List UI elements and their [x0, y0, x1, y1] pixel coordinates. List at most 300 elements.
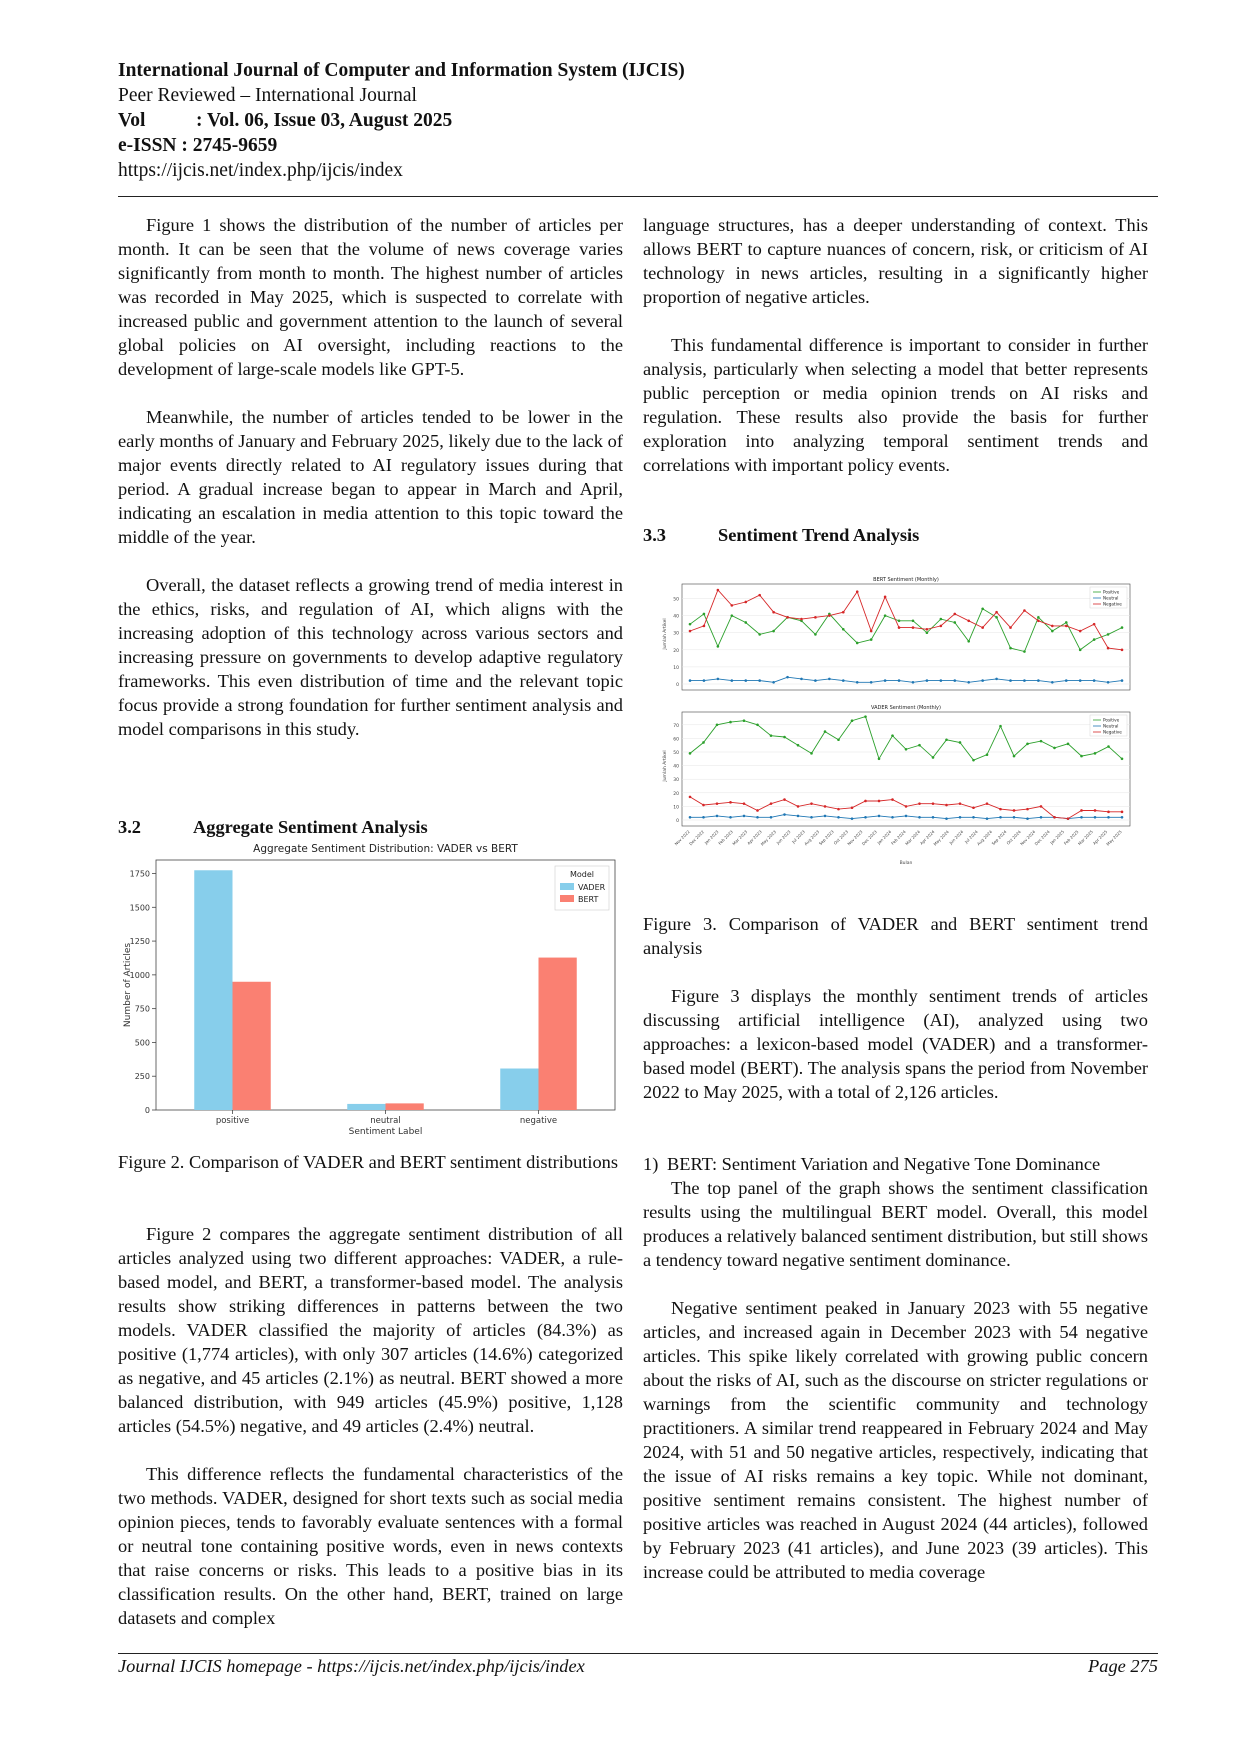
point-negative — [1093, 623, 1096, 626]
x-tick-label: Feb 2025 — [1062, 829, 1080, 846]
section-number: 3.3 — [643, 525, 666, 545]
legend-label: BERT — [578, 895, 599, 904]
x-tick-label: Sep 2023 — [817, 829, 835, 847]
point-negative — [716, 802, 719, 805]
point-positive — [814, 633, 817, 636]
point-positive — [972, 759, 975, 762]
point-neutral — [912, 681, 915, 684]
point-neutral — [967, 681, 970, 684]
left-paragraph-5: This difference reflects the fundamental characteristics of the two methods. VADER, designed for short texts such as social media opinion pieces, tends to favorably evaluate sentences with a formal or neutral tone containing positive words, even in news contexts that raise concerns or risks. This leads to a positive bias in its classification results. On the other hand, BERT, trained on large datasets and complex — [118, 1464, 623, 1628]
right-column — [643, 213, 1148, 501]
x-tick-label: Apr 2024 — [918, 829, 936, 846]
point-neutral — [1107, 816, 1110, 819]
y-tick-label: 40 — [673, 764, 679, 770]
point-positive — [842, 628, 845, 631]
point-positive — [1065, 621, 1068, 624]
point-negative — [1094, 809, 1097, 812]
point-neutral — [898, 679, 901, 682]
x-tick-label: Jun 2024 — [948, 829, 965, 846]
right-paragraph-2: This fundamental difference is important to consider in further analysis, particularly when selecting a model that better represents public perception or media opinion trends on AI risks and regulation. These results also provide the basis for further exploration into analyzing temporal sentiment trends and correlations with important policy events. — [643, 335, 1148, 475]
point-positive — [1051, 630, 1054, 633]
point-neutral — [824, 815, 827, 818]
list-item-title: BERT: Sentiment Variation and Negative Tone Dominance — [667, 1154, 1101, 1174]
y-tick-label: 30 — [673, 778, 679, 784]
point-neutral — [851, 817, 854, 820]
right-paragraph-3: Figure 3 displays the monthly sentiment trends of articles discussing artificial intelligence (AI), analyzed using two approaches: a lexicon-based model (VADER) and a transformer-based model (BERT). The analysis spans the period from November 2022 to May 2025, with a total of 2,126 articles. — [643, 986, 1148, 1102]
point-negative — [864, 800, 867, 803]
x-axis-label: Sentiment Label — [348, 1127, 423, 1137]
x-tick-label: Apr 2023 — [746, 829, 763, 846]
point-neutral — [1094, 816, 1097, 819]
x-tick-label: May 2024 — [932, 829, 950, 847]
point-neutral — [783, 813, 786, 816]
y-axis-label: Jumlah Artikel — [663, 750, 668, 782]
point-positive — [1040, 740, 1043, 743]
point-positive — [689, 752, 692, 755]
point-positive — [878, 758, 881, 761]
point-neutral — [940, 679, 943, 682]
header-divider — [118, 196, 1158, 197]
x-tick-label: Jan 2024 — [876, 829, 893, 846]
point-negative — [810, 802, 813, 805]
point-negative — [1065, 625, 1068, 628]
volume-label: Vol — [118, 110, 146, 131]
point-positive — [856, 642, 859, 645]
point-positive — [851, 719, 854, 722]
point-neutral — [1040, 816, 1043, 819]
point-neutral — [743, 815, 746, 818]
right-paragraph-1: language structures, has a deeper understanding of context. This allows BERT to capture nuances of concern, risk, or criticism of AI technology in news articles, resulting in a significantly higher proportion of negative articles. — [643, 215, 1148, 307]
point-positive — [981, 608, 984, 611]
point-neutral — [905, 815, 908, 818]
left-paragraph-3: Overall, the dataset reflects a growing trend of media interest in the ethics, risks, and regulation of AI, which aligns with the increasing adoption of this technology across various sectors and increasing pressure on governments to develop adaptive regulatory frameworks. This even distribution of time and the relevant topic focus provide a strong foundation for further sentiment analysis and model comparisons in this study. — [118, 575, 623, 739]
point-negative — [851, 806, 854, 809]
point-neutral — [870, 681, 873, 684]
legend-label: VADER — [578, 883, 606, 892]
y-tick-label: 500 — [134, 1038, 150, 1048]
y-tick-label: 1250 — [129, 937, 150, 947]
point-negative — [905, 805, 908, 808]
point-negative — [972, 806, 975, 809]
point-negative — [797, 805, 800, 808]
point-negative — [999, 808, 1002, 811]
y-tick-label: 20 — [673, 648, 679, 654]
point-negative — [918, 802, 921, 805]
legend-title: Model — [569, 870, 595, 879]
left-paragraph-2: Meanwhile, the number of articles tended to be lower in the early months of January and February 2025, likely due to the lack of major events directly related to AI regulatory issues during that period. A gradual increase began to appear in March and April, indicating an escalation in media attention to this topic toward the middle of the year. — [118, 407, 623, 547]
point-neutral — [689, 816, 692, 819]
point-negative — [945, 804, 948, 807]
legend-label: Negative — [1103, 729, 1122, 735]
point-positive — [945, 738, 948, 741]
right-paragraph-5: Negative sentiment peaked in January 2023 with 55 negative articles, and increased again in December 2023 with 54 negative articles. This spike likely correlated with growing public concern about the risks of AI, such as the discourse on stricter regulations or warnings from the scientific community and technology practitioners. A similar trend reappeared in February 2024 and May 2024, with 51 and 50 negative articles, respectively, indicating that the issue of AI risks remains a key topic. While not dominant, positive sentiment remains consistent. The highest number of positive articles was reached in August 2024 (44 articles), followed by February 2023 (41 articles), and June 2023 (39 articles). This increase could be attributed to media coverage — [643, 1298, 1148, 1582]
point-neutral — [918, 816, 921, 819]
point-positive — [898, 619, 901, 622]
point-neutral — [981, 679, 984, 682]
point-negative — [1040, 805, 1043, 808]
point-negative — [1107, 647, 1110, 650]
point-positive — [1013, 755, 1016, 758]
point-negative — [756, 809, 759, 812]
point-positive — [932, 756, 935, 759]
point-negative — [743, 802, 746, 805]
point-neutral — [758, 679, 761, 682]
point-negative — [940, 625, 943, 628]
point-negative — [981, 626, 984, 629]
point-neutral — [884, 679, 887, 682]
point-neutral — [828, 678, 831, 681]
y-tick-label: 10 — [673, 805, 679, 811]
point-positive — [702, 741, 705, 744]
x-tick-label: May 2023 — [759, 829, 778, 847]
point-positive — [1009, 647, 1012, 650]
point-positive — [940, 618, 943, 621]
panel-frame — [682, 712, 1130, 826]
point-negative — [884, 596, 887, 599]
figure-2-caption: Figure 2. Comparison of VADER and BERT sentiment distributions — [118, 1152, 619, 1172]
y-axis-label: Jumlah Artikel — [663, 618, 668, 650]
eissn: e-ISSN : 2745-9659 — [118, 135, 278, 156]
point-negative — [828, 614, 831, 617]
x-tick-label: Nov 2023 — [846, 829, 864, 847]
point-neutral — [1080, 816, 1083, 819]
point-neutral — [744, 679, 747, 682]
y-tick-label: 1500 — [129, 903, 150, 913]
y-tick-label: 50 — [673, 597, 679, 603]
figure-2-bar-chart — [118, 838, 623, 1138]
point-neutral — [864, 816, 867, 819]
x-tick-label: Jul 2023 — [790, 829, 806, 845]
y-axis-label: Number of Articles — [123, 942, 133, 1028]
point-negative — [731, 604, 734, 607]
y-tick-label: 0 — [144, 1106, 150, 1115]
point-positive — [1079, 649, 1082, 652]
y-tick-label: 50 — [673, 751, 679, 756]
legend-swatch — [560, 895, 574, 902]
point-positive — [743, 719, 746, 722]
x-tick-label: Jun 2023 — [775, 829, 792, 846]
x-tick-label: Jan 2023 — [703, 829, 720, 846]
point-negative — [1107, 811, 1110, 814]
y-tick-label: 10 — [673, 665, 679, 671]
y-tick-label: 0 — [676, 683, 679, 688]
point-neutral — [702, 816, 705, 819]
point-positive — [959, 741, 962, 744]
x-tick-label: Oct 2023 — [832, 829, 850, 846]
point-positive — [1093, 638, 1096, 641]
point-positive — [758, 633, 761, 636]
footer-divider — [118, 1653, 1158, 1654]
bar-bert-negative — [539, 958, 577, 1110]
point-neutral — [717, 678, 720, 681]
y-tick-label: 40 — [673, 614, 679, 620]
list-item-heading — [643, 1152, 1148, 1176]
x-tick-label: Mar 2024 — [904, 829, 922, 847]
point-positive — [864, 715, 867, 718]
figure-3-line-charts — [660, 572, 1150, 892]
point-negative — [912, 626, 915, 629]
point-positive — [837, 738, 840, 741]
left-column — [118, 213, 623, 765]
point-negative — [1121, 811, 1124, 814]
point-negative — [770, 802, 773, 805]
point-positive — [1121, 758, 1124, 761]
point-positive — [731, 614, 734, 617]
point-negative — [1026, 808, 1029, 811]
point-negative — [1121, 649, 1124, 652]
point-neutral — [891, 816, 894, 819]
point-positive — [967, 640, 970, 643]
point-neutral — [1051, 681, 1054, 684]
journal-title: International Journal of Computer and Information System (IJCIS) — [118, 60, 685, 81]
point-neutral — [729, 816, 732, 819]
legend-label: Positive — [1103, 717, 1120, 723]
point-negative — [744, 601, 747, 604]
y-tick-label: 30 — [673, 631, 679, 637]
point-positive — [810, 752, 813, 755]
x-tick-label: Aug 2024 — [975, 829, 994, 847]
x-tick-label: negative — [519, 1116, 558, 1126]
point-positive — [986, 753, 989, 756]
y-tick-label: 60 — [673, 737, 679, 743]
point-negative — [878, 800, 881, 803]
point-negative — [1080, 809, 1083, 812]
y-tick-label: 20 — [673, 791, 679, 797]
point-negative — [837, 808, 840, 811]
left-paragraph-4: Figure 2 compares the aggregate sentiment distribution of all articles analyzed using two different approaches: VADER, a rule-based model, and BERT, a transformer-based model. The analysis results show striking differences in patterns between the two models. VADER classified the majority of articles (84.3%) as positive (1,774 articles), with only 307 articles (14.6%) categorized as negative, and 45 articles (2.1%) as neutral. BERT showed a more balanced distribution, with 949 articles (45.9%) positive, 1,128 articles (54.5%) negative, and 49 articles (2.4%) neutral. — [118, 1224, 623, 1436]
bar-vader-positive — [194, 870, 232, 1110]
point-negative — [783, 798, 786, 801]
legend-label: Neutral — [1103, 723, 1119, 729]
point-negative — [800, 618, 803, 621]
journal-url[interactable]: https://ijcis.net/index.php/ijcis/index — [118, 160, 403, 181]
point-negative — [967, 619, 970, 622]
section-number: 3.2 — [118, 817, 141, 837]
point-neutral — [953, 679, 956, 682]
point-negative — [689, 796, 692, 799]
point-neutral — [1023, 679, 1026, 682]
point-negative — [986, 802, 989, 805]
volume-value: : Vol. 06, Issue 03, August 2025 — [196, 110, 453, 131]
section-3-2-heading — [118, 817, 428, 838]
right-paragraph-4: The top panel of the graph shows the sentiment classification results using the multilingual BERT model. Overall, this model produces a relatively balanced sentiment distribution, but still shows a tendency toward negative sentiment dominance. — [643, 1178, 1148, 1270]
panel-title: VADER Sentiment (Monthly) — [871, 705, 941, 711]
y-tick-label: 0 — [676, 819, 679, 824]
point-neutral — [1121, 679, 1124, 682]
point-neutral — [1037, 679, 1040, 682]
point-positive — [729, 721, 732, 724]
point-negative — [689, 630, 692, 633]
point-neutral — [797, 815, 800, 818]
x-tick-label: Mar 2025 — [1076, 829, 1094, 847]
panel-title: BERT Sentiment (Monthly) — [873, 577, 939, 583]
y-tick-label: 1750 — [129, 869, 150, 879]
point-positive — [1107, 633, 1110, 636]
bar-vader-neutral — [347, 1104, 385, 1110]
point-positive — [1023, 650, 1026, 653]
point-negative — [729, 801, 732, 804]
line-neutral — [690, 677, 1122, 682]
point-positive — [870, 638, 873, 641]
list-marker: 1) — [643, 1154, 659, 1174]
point-neutral — [814, 679, 817, 682]
point-neutral — [756, 816, 759, 819]
point-neutral — [731, 679, 734, 682]
x-tick-label: Dec 2023 — [860, 829, 878, 847]
point-negative — [1079, 630, 1082, 633]
x-tick-label: Feb 2023 — [717, 829, 734, 846]
point-negative — [842, 611, 845, 614]
legend-label: Positive — [1103, 589, 1120, 595]
x-tick-label: Jul 2024 — [963, 829, 979, 845]
x-tick-label: May 2025 — [1105, 829, 1123, 847]
section-title: Aggregate Sentiment Analysis — [193, 817, 428, 837]
point-negative — [1037, 619, 1040, 622]
point-neutral — [810, 816, 813, 819]
point-negative — [786, 616, 789, 619]
point-neutral — [932, 816, 935, 819]
y-tick-label: 750 — [134, 1004, 150, 1014]
x-tick-label: Mar 2023 — [731, 829, 749, 847]
point-positive — [797, 744, 800, 747]
point-positive — [1121, 626, 1124, 629]
point-negative — [932, 802, 935, 805]
x-tick-label: Sep 2024 — [990, 829, 1008, 847]
bar-vader-negative — [500, 1069, 538, 1110]
point-negative — [702, 804, 705, 807]
x-tick-label: Feb 2024 — [890, 829, 907, 846]
point-neutral — [689, 679, 692, 682]
point-neutral — [786, 676, 789, 679]
y-tick-label: 250 — [134, 1072, 150, 1082]
line-positive — [690, 609, 1122, 652]
point-negative — [891, 798, 894, 801]
figure-3-caption: Figure 3. Comparison of VADER and BERT sentiment trend analysis — [643, 914, 1148, 958]
point-positive — [884, 614, 887, 617]
point-neutral — [1107, 681, 1110, 684]
point-negative — [1009, 626, 1012, 629]
point-positive — [689, 623, 692, 626]
point-neutral — [986, 817, 989, 820]
point-neutral — [1093, 679, 1096, 682]
y-tick-label: 1000 — [129, 970, 150, 980]
point-neutral — [1079, 679, 1082, 682]
point-negative — [1013, 809, 1016, 812]
point-negative — [824, 805, 827, 808]
x-tick-label: Nov 2024 — [1019, 829, 1037, 847]
point-negative — [758, 594, 761, 597]
point-neutral — [837, 816, 840, 819]
point-neutral — [945, 817, 948, 820]
point-positive — [912, 619, 915, 622]
point-neutral — [842, 679, 845, 682]
point-neutral — [999, 816, 1002, 819]
left-paragraph-1: Figure 1 shows the distribution of the number of articles per month. It can be seen that the volume of news coverage varies significantly from month to month. The highest number of articles was recorded in May 2025, which is suspected to correlate with increased public and government attention to the launch of several global policies on AI oversight, including reactions to the development of large-scale models like GPT-5. — [118, 215, 623, 379]
point-neutral — [703, 679, 706, 682]
chart-title: Aggregate Sentiment Distribution: VADER vs BERT — [253, 843, 518, 855]
peer-reviewed-label: Peer Reviewed – International Journal — [118, 85, 417, 106]
point-negative — [1067, 817, 1070, 820]
point-neutral — [1121, 816, 1124, 819]
bar-bert-neutral — [386, 1103, 424, 1110]
point-positive — [783, 736, 786, 739]
point-positive — [716, 724, 719, 727]
point-negative — [1023, 609, 1026, 612]
point-negative — [772, 611, 775, 614]
point-positive — [995, 616, 998, 619]
point-positive — [1067, 743, 1070, 746]
point-negative — [1051, 625, 1054, 628]
point-negative — [870, 630, 873, 633]
x-tick-label: Jan 2025 — [1049, 829, 1066, 846]
point-positive — [824, 730, 827, 733]
bar-bert-positive — [233, 982, 271, 1110]
point-negative — [926, 628, 929, 631]
point-neutral — [856, 681, 859, 684]
point-negative — [1053, 816, 1056, 819]
point-neutral — [1013, 816, 1016, 819]
point-negative — [703, 625, 706, 628]
point-neutral — [878, 815, 881, 818]
point-positive — [717, 645, 720, 648]
point-positive — [756, 724, 759, 727]
point-positive — [1037, 616, 1040, 619]
point-negative — [898, 626, 901, 629]
point-negative — [856, 590, 859, 593]
point-negative — [953, 613, 956, 616]
x-tick-label: Nov 2022 — [673, 829, 691, 847]
point-neutral — [1065, 679, 1068, 682]
volume-line — [118, 110, 452, 132]
footer-homepage[interactable]: Journal IJCIS homepage - https://ijcis.net/index.php/ijcis/index — [118, 1656, 585, 1676]
legend-label: Negative — [1103, 601, 1122, 607]
point-positive — [703, 613, 706, 616]
point-neutral — [995, 678, 998, 681]
section-title: Sentiment Trend Analysis — [718, 525, 920, 545]
point-neutral — [1009, 679, 1012, 682]
point-neutral — [772, 681, 775, 684]
x-tick-label: Aug 2023 — [803, 829, 821, 847]
point-positive — [772, 630, 775, 633]
point-neutral — [1026, 817, 1029, 820]
x-tick-label: Dec 2024 — [1033, 829, 1051, 847]
y-tick-label: 70 — [673, 723, 679, 729]
x-axis-label: Bulan — [899, 861, 913, 866]
point-negative — [717, 589, 720, 592]
x-tick-label: Apr 2025 — [1091, 829, 1109, 846]
point-positive — [1053, 747, 1056, 750]
list-item-bert — [643, 1152, 1148, 1584]
point-neutral — [800, 678, 803, 681]
point-neutral — [959, 816, 962, 819]
x-tick-label: positive — [215, 1116, 250, 1126]
point-positive — [1026, 743, 1029, 746]
point-neutral — [926, 679, 929, 682]
point-neutral — [972, 816, 975, 819]
point-negative — [959, 802, 962, 805]
point-positive — [891, 734, 894, 737]
point-positive — [926, 631, 929, 634]
point-positive — [744, 621, 747, 624]
left-column-lower — [118, 1222, 623, 1654]
x-tick-label: Dec 2022 — [687, 829, 706, 847]
point-positive — [905, 748, 908, 751]
point-positive — [953, 621, 956, 624]
x-tick-label: Oct 2024 — [1005, 829, 1022, 846]
point-positive — [770, 734, 773, 737]
legend-swatch — [560, 883, 574, 890]
point-negative — [814, 616, 817, 619]
